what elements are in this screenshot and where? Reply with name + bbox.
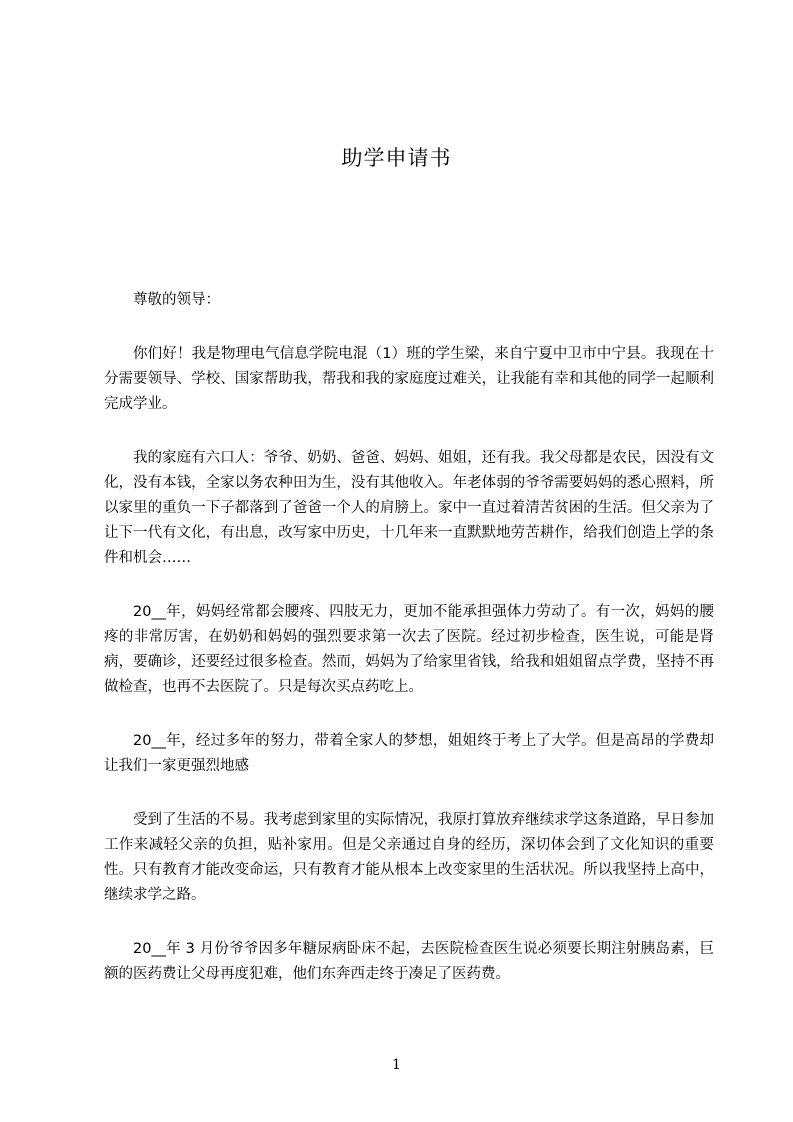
paragraph-grandfather-illness: 20__年 3 月份爷爷因多年糖尿病卧床不起，去医院检查医生说必须要长期注射胰岛素，巨额的医药费让父母再度犯难，他们东奔西走终于凑足了医药费。 — [104, 941, 714, 982]
paragraph-greeting: 你们好！我是物理电气信息学院电混（1）班的学生梁，来自宁夏中卫市中宁县。我现在十分需要领导、学校、国家帮助我，帮我和我的家庭度过难关，让我能有幸和其他的同学一起顺利完成学业。 — [104, 346, 714, 412]
paragraph-mother-illness: 20__年，妈妈经常都会腰疼、四肢无力，更加不能承担强体力劳动了。有一次，妈妈的腰疼的非常厉害，在奶奶和妈妈的强烈要求第一次去了医院。经过初步检查，医生说，可能是肾病，要确诊，还要经过很多检查。然而，妈妈为了给家里省钱，给我和姐姐留点学费，坚持不再做检查，也再不去医院了。只是每次买点药吃上。 — [104, 604, 714, 695]
page-number: 1 — [392, 1057, 401, 1073]
paragraph-family: 我的家庭有六口人：爷爷、奶奶、爸爸、妈妈、姐姐，还有我。我父母都是农民，因没有文化，没有本钱，全家以务农种田为生，没有其他收入。年老体弱的爷爷需要妈妈的悉心照料，所以家里的重负一下子都落到了爸爸一个人的肩膀上。家中一直过着清苦贫困的生活。但父亲为了让下一代有文化，有出息，改写家中历史，十几年来一直默默地劳苦耕作，给我们创造上学的条件和机会…… — [104, 450, 714, 566]
paragraph-continue-study: 受到了生活的不易。我考虑到家里的实际情况，我原打算放弃继续求学这条道路，早日参加工作来减轻父亲的负担，贴补家用。但是父亲通过自身的经历，深切体会到了文化知识的重要性。只有教育才能改变命运，只有教育才能从根本上改变家里的生活状况。所以我坚持上高中，继续求学之路。 — [104, 812, 714, 903]
paragraph-sister-college: 20__年，经过多年的努力，带着全家人的梦想，姐姐终于考上了大学。但是高昂的学费却让我们一家更强烈地感 — [104, 733, 714, 774]
document-title: 助学申请书 — [341, 146, 452, 170]
document-body — [104, 288, 714, 1016]
salutation: 尊敬的领导： — [133, 292, 220, 308]
